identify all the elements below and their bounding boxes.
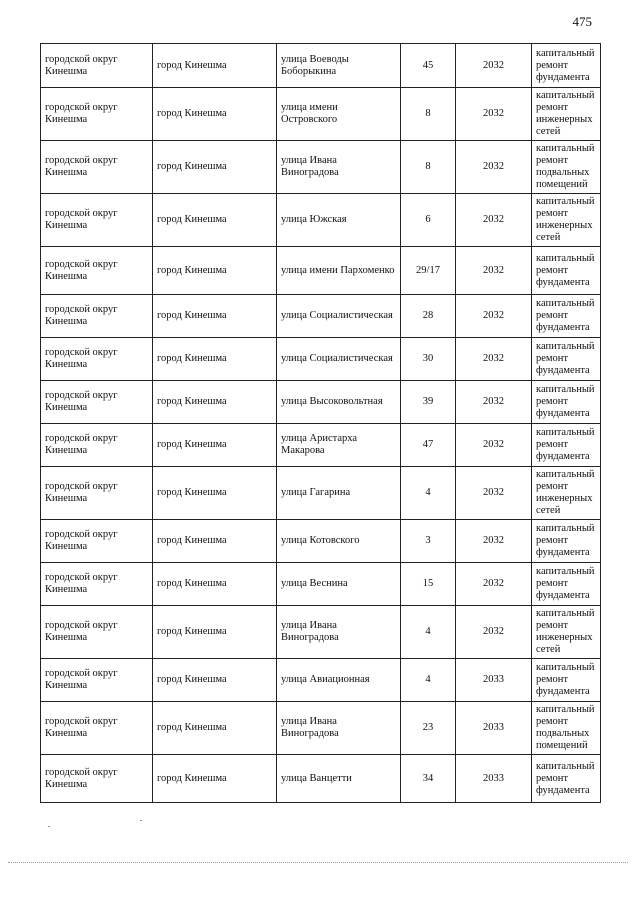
table-row: [41, 194, 601, 247]
street-cell: улица Высоковольтная: [277, 381, 401, 424]
work-type-cell: капитальный ремонт фундамента: [532, 247, 601, 295]
house-number-cell: 34: [401, 755, 456, 803]
house-number-cell: 23: [401, 702, 456, 755]
table-row: [41, 563, 601, 606]
house-number-cell: 39: [401, 381, 456, 424]
locality-cell: город Кинешма: [153, 141, 277, 194]
municipality-cell: городской округ Кинешма: [41, 44, 153, 88]
work-type-cell: капитальный ремонт подвальных помещений: [532, 702, 601, 755]
table-row: [41, 659, 601, 702]
street-cell: улица Воеводы Боборыкина: [277, 44, 401, 88]
table-row: [41, 755, 601, 803]
year-cell: 2032: [456, 194, 532, 247]
locality-cell: город Кинешма: [153, 563, 277, 606]
street-cell: улица имени Пархоменко: [277, 247, 401, 295]
locality-cell: город Кинешма: [153, 295, 277, 338]
work-type-cell: капитальный ремонт подвальных помещений: [532, 141, 601, 194]
locality-cell: город Кинешма: [153, 467, 277, 520]
year-cell: 2032: [456, 247, 532, 295]
work-type-cell: капитальный ремонт инженерных сетей: [532, 88, 601, 141]
street-cell: улица Ивана Виноградова: [277, 702, 401, 755]
year-cell: 2032: [456, 467, 532, 520]
year-cell: 2033: [456, 659, 532, 702]
year-cell: 2032: [456, 295, 532, 338]
street-cell: улица Котовского: [277, 520, 401, 563]
repair-schedule-table: [40, 43, 601, 803]
year-cell: 2032: [456, 88, 532, 141]
locality-cell: город Кинешма: [153, 702, 277, 755]
scan-speck: [48, 826, 50, 827]
work-type-cell: капитальный ремонт инженерных сетей: [532, 194, 601, 247]
work-type-cell: капитальный ремонт фундамента: [532, 755, 601, 803]
street-cell: улица Гагарина: [277, 467, 401, 520]
house-number-cell: 8: [401, 88, 456, 141]
table-row: [41, 702, 601, 755]
house-number-cell: 29/17: [401, 247, 456, 295]
year-cell: 2032: [456, 563, 532, 606]
work-type-cell: капитальный ремонт фундамента: [532, 44, 601, 88]
year-cell: 2032: [456, 520, 532, 563]
table-row: [41, 606, 601, 659]
street-cell: улица Ванцетти: [277, 755, 401, 803]
year-cell: 2033: [456, 755, 532, 803]
locality-cell: город Кинешма: [153, 247, 277, 295]
house-number-cell: 45: [401, 44, 456, 88]
work-type-cell: капитальный ремонт фундамента: [532, 520, 601, 563]
locality-cell: город Кинешма: [153, 520, 277, 563]
municipality-cell: городской округ Кинешма: [41, 467, 153, 520]
table-row: [41, 88, 601, 141]
house-number-cell: 15: [401, 563, 456, 606]
municipality-cell: городской округ Кинешма: [41, 606, 153, 659]
municipality-cell: городской округ Кинешма: [41, 563, 153, 606]
year-cell: 2032: [456, 381, 532, 424]
street-cell: улица Веснина: [277, 563, 401, 606]
municipality-cell: городской округ Кинешма: [41, 702, 153, 755]
house-number-cell: 3: [401, 520, 456, 563]
street-cell: улица имени Островского: [277, 88, 401, 141]
locality-cell: город Кинешма: [153, 88, 277, 141]
locality-cell: город Кинешма: [153, 381, 277, 424]
house-number-cell: 6: [401, 194, 456, 247]
locality-cell: город Кинешма: [153, 659, 277, 702]
municipality-cell: городской округ Кинешма: [41, 194, 153, 247]
scan-speck: [140, 820, 142, 821]
municipality-cell: городской округ Кинешма: [41, 295, 153, 338]
table-row: [41, 247, 601, 295]
house-number-cell: 4: [401, 606, 456, 659]
table-row: [41, 338, 601, 381]
municipality-cell: городской округ Кинешма: [41, 659, 153, 702]
street-cell: улица Аристарха Макарова: [277, 424, 401, 467]
municipality-cell: городской округ Кинешма: [41, 141, 153, 194]
locality-cell: город Кинешма: [153, 338, 277, 381]
house-number-cell: 4: [401, 659, 456, 702]
work-type-cell: капитальный ремонт фундамента: [532, 295, 601, 338]
house-number-cell: 4: [401, 467, 456, 520]
municipality-cell: городской округ Кинешма: [41, 338, 153, 381]
street-cell: улица Южская: [277, 194, 401, 247]
municipality-cell: городской округ Кинешма: [41, 381, 153, 424]
municipality-cell: городской округ Кинешма: [41, 755, 153, 803]
year-cell: 2033: [456, 702, 532, 755]
table-row: [41, 295, 601, 338]
work-type-cell: капитальный ремонт инженерных сетей: [532, 467, 601, 520]
table-row: [41, 141, 601, 194]
year-cell: 2032: [456, 606, 532, 659]
year-cell: 2032: [456, 338, 532, 381]
scan-artifact-line: [8, 862, 628, 863]
house-number-cell: 30: [401, 338, 456, 381]
table-row: [41, 467, 601, 520]
year-cell: 2032: [456, 141, 532, 194]
work-type-cell: капитальный ремонт инженерных сетей: [532, 606, 601, 659]
municipality-cell: городской округ Кинешма: [41, 520, 153, 563]
street-cell: улица Авиационная: [277, 659, 401, 702]
municipality-cell: городской округ Кинешма: [41, 88, 153, 141]
street-cell: улица Социалистическая: [277, 295, 401, 338]
locality-cell: город Кинешма: [153, 606, 277, 659]
table-row: [41, 381, 601, 424]
street-cell: улица Ивана Виноградова: [277, 141, 401, 194]
page-number: 475: [572, 14, 592, 29]
table-row: [41, 44, 601, 88]
municipality-cell: городской округ Кинешма: [41, 247, 153, 295]
municipality-cell: городской округ Кинешма: [41, 424, 153, 467]
locality-cell: город Кинешма: [153, 755, 277, 803]
street-cell: улица Ивана Виноградова: [277, 606, 401, 659]
work-type-cell: капитальный ремонт фундамента: [532, 659, 601, 702]
year-cell: 2032: [456, 424, 532, 467]
work-type-cell: капитальный ремонт фундамента: [532, 338, 601, 381]
locality-cell: город Кинешма: [153, 194, 277, 247]
house-number-cell: 28: [401, 295, 456, 338]
work-type-cell: капитальный ремонт фундамента: [532, 424, 601, 467]
street-cell: улица Социалистическая: [277, 338, 401, 381]
table-body: [41, 44, 601, 803]
locality-cell: город Кинешма: [153, 44, 277, 88]
house-number-cell: 8: [401, 141, 456, 194]
table-row: [41, 424, 601, 467]
locality-cell: город Кинешма: [153, 424, 277, 467]
year-cell: 2032: [456, 44, 532, 88]
work-type-cell: капитальный ремонт фундамента: [532, 381, 601, 424]
house-number-cell: 47: [401, 424, 456, 467]
table-row: [41, 520, 601, 563]
work-type-cell: капитальный ремонт фундамента: [532, 563, 601, 606]
